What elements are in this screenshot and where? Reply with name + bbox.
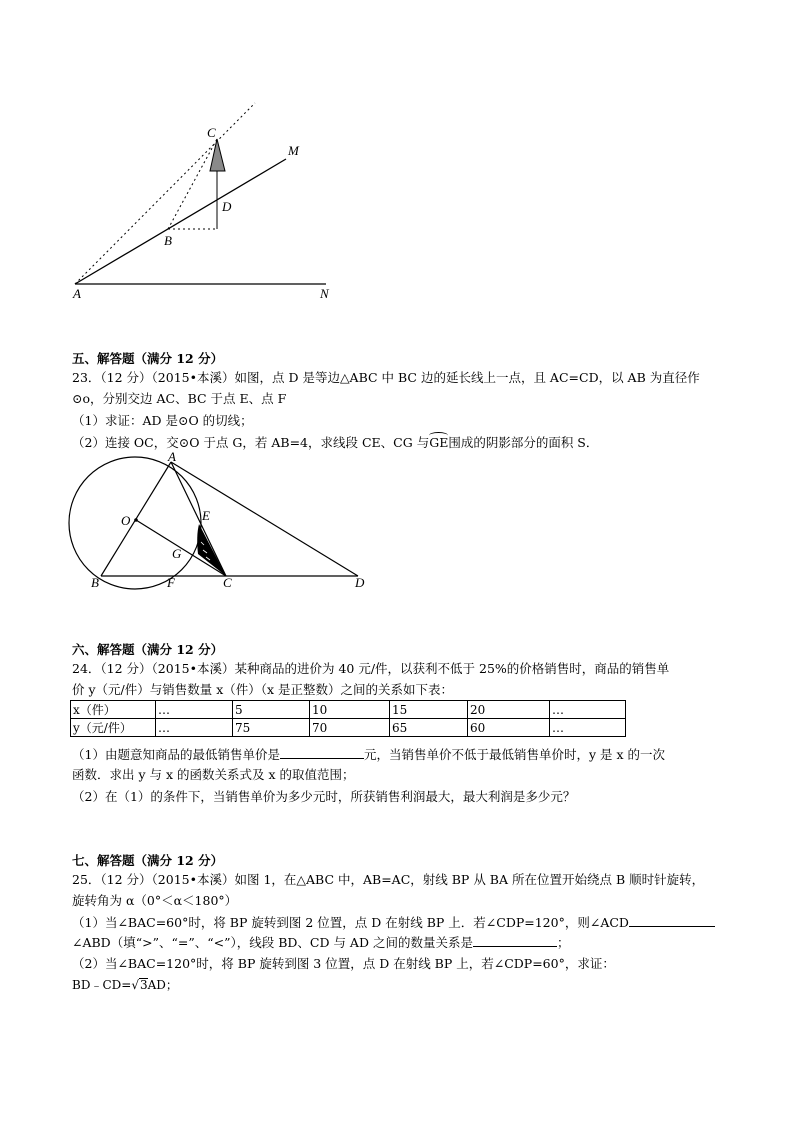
answer-blank-angle-compare: [629, 914, 715, 927]
price-quantity-table: [70, 700, 626, 737]
label-m: M: [288, 143, 299, 158]
q24-line1: 24．（12 分）（2015•本溪）某种商品的进价为 40 元/件，以获利不低于 25%的价格销售时，商品的销售单: [72, 661, 670, 676]
q24-part1-text-a: （1）由题意知商品的最低销售单价是: [72, 747, 280, 762]
q25-formula: [72, 977, 178, 993]
label-n: N: [320, 286, 329, 301]
figure-circle-geometry: [65, 450, 375, 595]
table-cell: 10: [310, 701, 390, 719]
q24-part1-line1: [72, 746, 665, 763]
label-c: C: [207, 125, 216, 140]
table-cell: …: [550, 701, 626, 719]
table-cell: 65: [390, 719, 468, 737]
table-cell: 15: [390, 701, 468, 719]
label-e: E: [202, 508, 210, 523]
table-cell: x（件）: [71, 701, 156, 719]
label-o: O: [121, 513, 131, 528]
table-cell: 5: [233, 701, 310, 719]
answer-blank-relation: [473, 934, 557, 947]
figure-top-geometry: [60, 95, 360, 310]
q25-part1-line1: [72, 914, 715, 931]
line-bc-dotted: [168, 139, 217, 229]
q23-part2-text-a: （2）连接 OC，交⊙O 于点 G，若 AB=4，求线段 CE、CG 与: [72, 435, 430, 450]
label-b: B: [164, 233, 172, 248]
table-cell: y（元/件）: [71, 719, 156, 737]
q25-part1-text-b: ∠ABD（填“>”、“=”、“<”），线段 BD、CD 与 AD 之间的数量关系是: [72, 935, 473, 950]
label-b2: B: [91, 575, 99, 590]
circle-o: [69, 457, 201, 589]
q25-part1-text-a: （1）当∠BAC=60°时，将 BP 旋转到图 2 位置，点 D 在射线 BP 上．若∠CDP=120°，则∠ACD: [72, 915, 629, 930]
q24-line2: 价 y（元/件）与销售数量 x（件）（x 是正整数）之间的关系如下表：: [72, 682, 454, 697]
q23-part2-text-b: 围成的阴影部分的面积 S．: [448, 435, 599, 450]
label-d2: D: [355, 575, 365, 590]
table-cell: …: [550, 719, 626, 737]
q23-part2: [72, 435, 598, 451]
q25-part1-text-c: ；: [556, 935, 570, 950]
line-am: [75, 159, 286, 284]
q25-line1: 25．（12 分）（2015•本溪）如图 1，在△ABC 中，AB=AC，射线 BP 从 BA 所在位置开始绕点 B 顺时针旋转，: [72, 872, 705, 887]
shaded-region: [197, 524, 226, 576]
table-cell: 20: [468, 701, 550, 719]
table-cell: …: [156, 701, 233, 719]
q24-part1-text-b: 元，当销售单价不低于最低销售单价时，y 是 x 的一次: [363, 747, 666, 762]
label-c2: C: [223, 575, 232, 590]
q25-part2: （2）当∠BAC=120°时，将 BP 旋转到图 3 位置，点 D 在射线 BP 上，若∠CDP=60°，求证：: [72, 956, 615, 971]
q25-line2: 旋转角为 α（0°＜α＜180°）: [72, 893, 238, 908]
q24-part1-line2: 函数．求出 y 与 x 的函数关系式及 x 的取值范围；: [72, 767, 355, 782]
table-row-y: [71, 719, 626, 737]
table-cell: 60: [468, 719, 550, 737]
label-a2: A: [168, 450, 176, 464]
table-row-x: [71, 701, 626, 719]
figure-circle-svg: [65, 450, 375, 595]
label-g: G: [172, 546, 182, 561]
q25-part1-line2: [72, 934, 569, 951]
answer-blank-min-price: [280, 746, 364, 759]
q24-part2: （2）在（1）的条件下，当销售单价为多少元时，所获销售利润最大，最大利润是多少元？: [72, 789, 576, 804]
section6-title: 六、解答题（满分 12 分）: [72, 642, 224, 657]
q23-line2: ⊙o，分别交边 AC、BC 于点 E、点 F: [72, 391, 287, 406]
label-f: F: [167, 575, 175, 590]
section7-title: 七、解答题（满分 12 分）: [72, 853, 224, 868]
q23-part1: （1）求证：AD 是⊙O 的切线；: [72, 413, 253, 428]
label-a: A: [73, 286, 81, 301]
table-cell: 70: [310, 719, 390, 737]
table-cell: …: [156, 719, 233, 737]
q25-formula-text-b: AD；: [147, 978, 178, 992]
q23-line1: 23．（12 分）（2015•本溪）如图，点 D 是等边△ABC 中 BC 边的延长线上一点，且 AC=CD，以 AB 为直径作: [72, 370, 700, 385]
table-cell: 75: [233, 719, 310, 737]
sqrt-radicand: 3: [139, 978, 148, 992]
q25-formula-text-a: BD﹣CD=: [72, 978, 132, 992]
sqrt-sign: √: [131, 978, 139, 992]
section5-title: 五、解答题（满分 12 分）: [72, 351, 224, 366]
arc-ge: GE: [429, 435, 449, 450]
label-d: D: [222, 199, 232, 214]
figure-top-svg: [60, 95, 360, 310]
pole-triangle: [210, 139, 225, 171]
point-o: [134, 518, 138, 522]
